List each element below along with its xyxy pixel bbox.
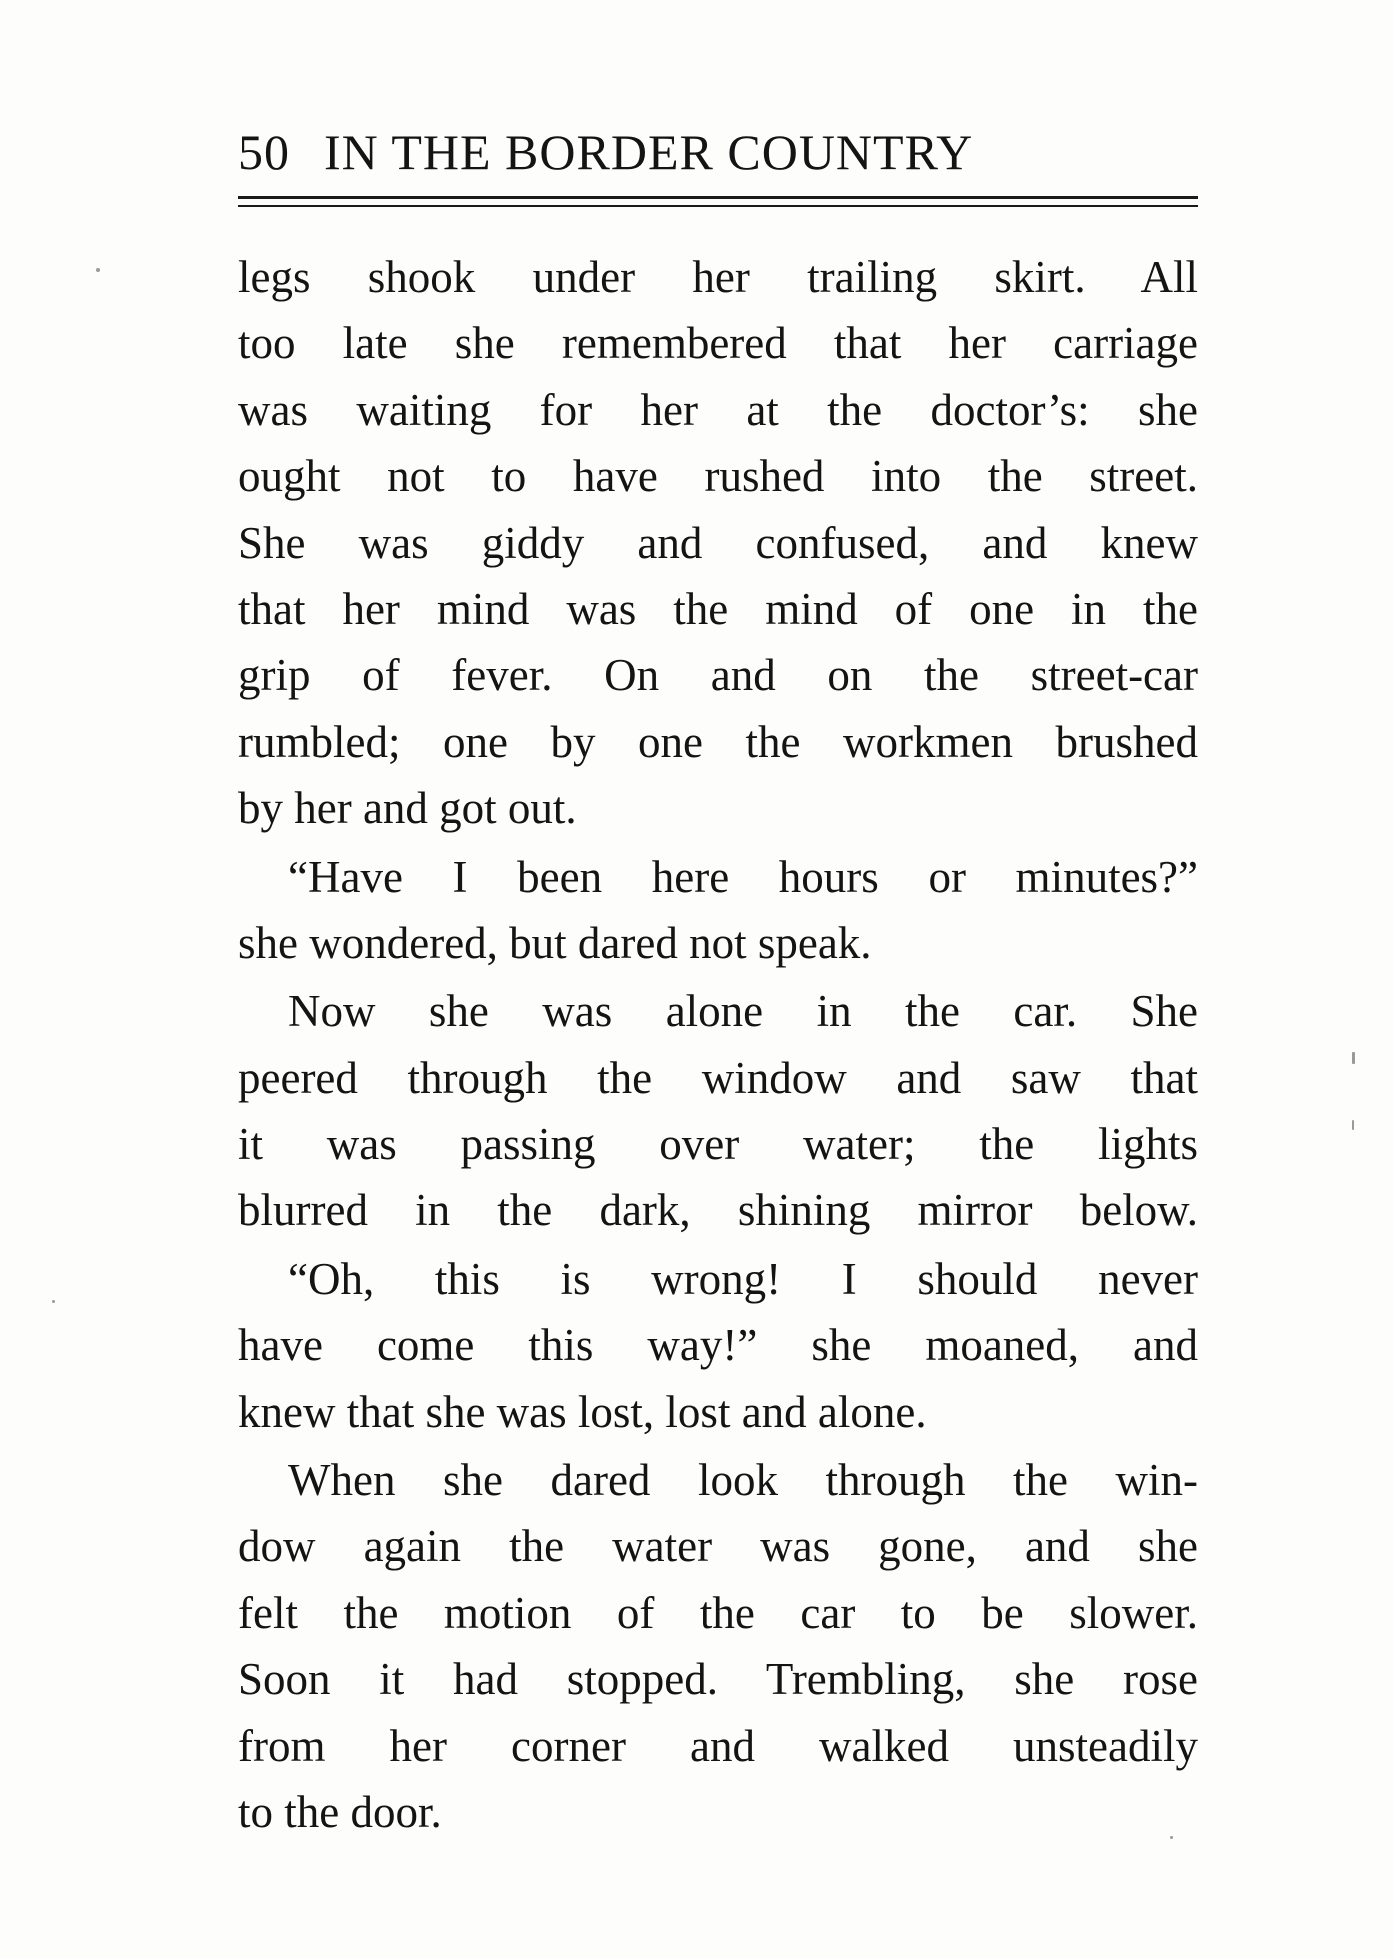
paragraph-start-line: When she dared look through the win- [288,1455,1198,1506]
paper-speck [1352,1120,1354,1130]
paper-speck [96,268,100,272]
text-line: ought not to have rushed into the street. [238,451,1198,502]
text-line: have come this way!” she moaned, and [238,1320,1198,1371]
text-line: grip of fever. On and on the street-car [238,650,1198,701]
dialogue-line: “Have I been here hours or minutes?” [288,851,1198,902]
text-line: from her corner and walked unsteadily [238,1720,1198,1771]
text-line: it was passing over water; the lights [238,1119,1198,1170]
running-head [238,122,1198,182]
text-line: legs shook under her trailing skirt. All [238,252,1198,302]
dialogue-line: “Oh, this is wrong! I should never [288,1253,1198,1304]
text-line: Soon it had stopped. Trembling, she rose [238,1654,1198,1705]
paper-speck [1170,1836,1173,1839]
header-rule-top [238,196,1198,199]
running-title: IN THE BORDER COUNTRY [324,124,974,180]
text-line: too late she remembered that her carriage [238,318,1198,369]
paragraph-end-line: knew that she was lost, lost and alone. [238,1386,927,1437]
text-line: dow again the water was gone, and she [238,1521,1198,1572]
text-line: peered through the window and saw that [238,1052,1198,1103]
paper-speck [1352,1052,1355,1064]
page-number: 50 [238,124,290,180]
text-line: rumbled; one by one the workmen brushed [238,716,1198,767]
paragraph-end-line: blurred in the dark, shining mirror below. [238,1185,1198,1236]
body-text [238,244,1198,1845]
paragraph-end-line: she wondered, but dared not speak. [238,917,872,968]
header-rule-bottom [238,205,1198,207]
paragraph-start-line: Now she was alone in the car. She [288,986,1198,1037]
paragraph-end-line: to the door. [238,1786,442,1837]
paper-speck [52,1300,55,1303]
text-line: was waiting for her at the doctor’s: she [238,384,1198,435]
text-line: She was giddy and confused, and knew [238,517,1198,568]
text-line: felt the motion of the car to be slower. [238,1587,1198,1638]
text-line: that her mind was the mind of one in the [238,583,1198,634]
paragraph-end-line: by her and got out. [238,783,577,834]
